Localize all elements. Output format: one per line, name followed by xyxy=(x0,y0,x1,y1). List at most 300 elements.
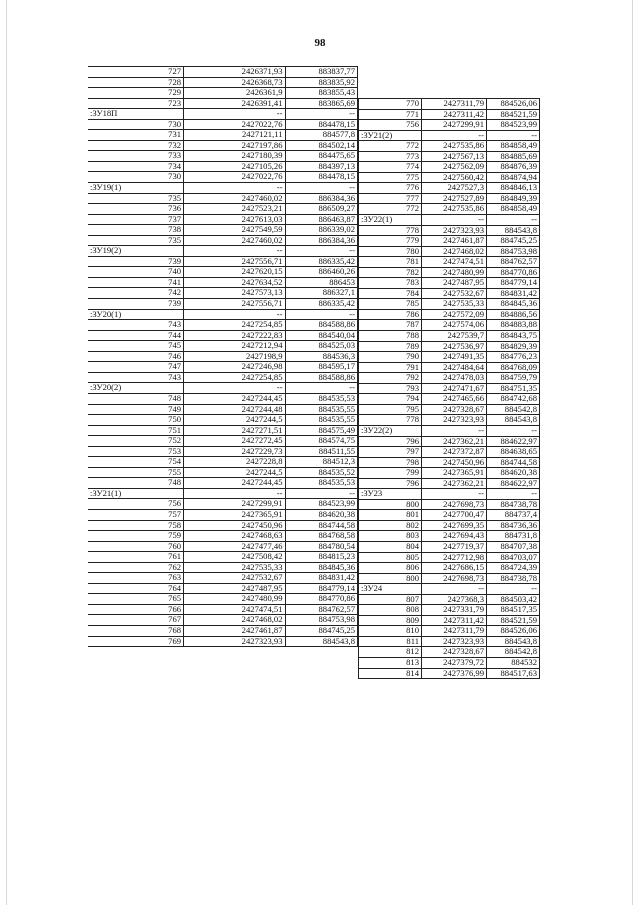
x-coordinate-cell: 2427573,13 xyxy=(184,288,285,299)
y-coordinate-cell: 884542,8 xyxy=(487,404,540,415)
y-coordinate-cell: 884831,42 xyxy=(487,288,540,299)
point-number-cell: 766 xyxy=(88,604,184,615)
table-row xyxy=(88,204,358,215)
point-number-cell: 727 xyxy=(88,67,184,78)
point-number-cell: :ЗУ21(1) xyxy=(88,488,184,499)
x-coordinate-cell: 2427244,45 xyxy=(184,393,285,404)
table-row xyxy=(359,478,540,489)
point-number-cell: :ЗУ22(2) xyxy=(359,425,422,436)
table-row xyxy=(359,636,540,647)
x-coordinate-cell: 2427700,47 xyxy=(422,510,487,521)
point-number-cell: 732 xyxy=(88,140,184,151)
x-coordinate-cell: 2426361,9 xyxy=(184,88,285,99)
x-coordinate-cell: 2427532,67 xyxy=(184,573,285,584)
point-number-cell: 769 xyxy=(88,636,184,647)
coordinates-table-left-body xyxy=(88,67,358,647)
x-coordinate-cell: 2427487,95 xyxy=(422,278,487,289)
point-number-cell: 723 xyxy=(88,98,184,109)
point-number-cell: 736 xyxy=(88,204,184,215)
y-coordinate-cell: 884849,39 xyxy=(487,193,540,204)
y-coordinate-cell: 884622,97 xyxy=(487,478,540,489)
y-coordinate-cell: 884620,38 xyxy=(285,509,358,520)
point-number-cell: 805 xyxy=(359,552,422,563)
x-coordinate-cell: 2427311,79 xyxy=(422,99,487,110)
x-coordinate-cell: 2427323,93 xyxy=(422,415,487,426)
y-coordinate-cell: 884526,06 xyxy=(487,99,540,110)
coordinates-table-right xyxy=(358,98,540,679)
point-number-cell: 764 xyxy=(88,583,184,594)
x-coordinate-cell: 2427022,76 xyxy=(184,119,285,130)
point-number-cell: 763 xyxy=(88,573,184,584)
point-number-cell: :ЗУ23 xyxy=(359,489,422,500)
y-coordinate-cell: 884753,98 xyxy=(487,246,540,257)
coordinates-table-left xyxy=(88,66,358,647)
scan-edge-right xyxy=(632,0,633,905)
point-number-cell: 739 xyxy=(88,256,184,267)
table-row xyxy=(359,352,540,363)
y-coordinate-cell: -- xyxy=(285,246,358,257)
point-number-cell: 783 xyxy=(359,278,422,289)
point-number-cell: 753 xyxy=(88,446,184,457)
x-coordinate-cell: -- xyxy=(422,584,487,595)
point-number-cell: 794 xyxy=(359,394,422,405)
point-number-cell: 754 xyxy=(88,457,184,468)
y-coordinate-cell: 884768,09 xyxy=(487,362,540,373)
y-coordinate-cell: 884478,15 xyxy=(285,172,358,183)
x-coordinate-cell: 2427634,52 xyxy=(184,277,285,288)
table-row xyxy=(359,415,540,426)
y-coordinate-cell: 884535,53 xyxy=(285,478,358,489)
y-coordinate-cell: 884397,13 xyxy=(285,161,358,172)
table-row xyxy=(88,457,358,468)
point-number-cell: 748 xyxy=(88,393,184,404)
x-coordinate-cell: 2427311,42 xyxy=(422,109,487,120)
table-row xyxy=(359,141,540,152)
y-coordinate-cell: 884742,68 xyxy=(487,394,540,405)
x-coordinate-cell: -- xyxy=(184,488,285,499)
x-coordinate-cell: 2427477,46 xyxy=(184,541,285,552)
y-coordinate-cell: 884707,38 xyxy=(487,541,540,552)
y-coordinate-cell: 884759,79 xyxy=(487,373,540,384)
y-coordinate-cell: 884517,35 xyxy=(487,605,540,616)
x-coordinate-cell: 2426368,73 xyxy=(184,77,285,88)
x-coordinate-cell: 2427323,93 xyxy=(422,225,487,236)
point-number-cell: 803 xyxy=(359,531,422,542)
point-number-cell: 750 xyxy=(88,415,184,426)
point-number-cell: 772 xyxy=(359,141,422,152)
y-coordinate-cell: 884503,42 xyxy=(487,594,540,605)
x-coordinate-cell: -- xyxy=(422,130,487,141)
x-coordinate-cell: 2427539,7 xyxy=(422,331,487,342)
y-coordinate-cell: 886463,87 xyxy=(285,214,358,225)
y-coordinate-cell: -- xyxy=(487,489,540,500)
table-row xyxy=(88,615,358,626)
y-coordinate-cell: 884744,58 xyxy=(285,520,358,531)
x-coordinate-cell: 2427468,02 xyxy=(422,246,487,257)
point-number-cell: 775 xyxy=(359,172,422,183)
table-row xyxy=(88,636,358,647)
point-number-cell: 796 xyxy=(359,478,422,489)
table-row xyxy=(359,394,540,405)
y-coordinate-cell: 884874,94 xyxy=(487,172,540,183)
x-coordinate-cell: 2427365,91 xyxy=(184,509,285,520)
table-row xyxy=(88,531,358,542)
point-number-cell: :ЗУ20(2) xyxy=(88,383,184,394)
table-row xyxy=(88,151,358,162)
table-row xyxy=(88,446,358,457)
table-row xyxy=(359,531,540,542)
y-coordinate-cell: -- xyxy=(487,215,540,226)
x-coordinate-cell: 2426371,93 xyxy=(184,67,285,78)
x-coordinate-cell: 2427465,66 xyxy=(422,394,487,405)
table-row xyxy=(359,236,540,247)
table-row xyxy=(359,383,540,394)
point-number-cell: 799 xyxy=(359,468,422,479)
y-coordinate-cell: 886327,1 xyxy=(285,288,358,299)
table-row xyxy=(88,225,358,236)
point-number-cell: 767 xyxy=(88,615,184,626)
table-row xyxy=(359,120,540,131)
x-coordinate-cell: 2427487,95 xyxy=(184,583,285,594)
y-coordinate-cell: 884622,97 xyxy=(487,436,540,447)
x-coordinate-cell: 2427686,15 xyxy=(422,563,487,574)
y-coordinate-cell: 886335,42 xyxy=(285,256,358,267)
y-coordinate-cell: -- xyxy=(285,488,358,499)
y-coordinate-cell: 884542,8 xyxy=(487,647,540,658)
table-row xyxy=(359,584,540,595)
table-row xyxy=(359,499,540,510)
point-number-cell: 778 xyxy=(359,415,422,426)
table-row xyxy=(359,373,540,384)
table-row xyxy=(88,552,358,563)
table-row xyxy=(359,615,540,626)
point-number-cell: 784 xyxy=(359,288,422,299)
table-row xyxy=(88,309,358,320)
table-row xyxy=(88,467,358,478)
y-coordinate-cell: 884731,8 xyxy=(487,531,540,542)
point-number-cell: 756 xyxy=(359,120,422,131)
x-coordinate-cell: 2427480,99 xyxy=(184,594,285,605)
point-number-cell: 731 xyxy=(88,130,184,141)
point-number-cell: 735 xyxy=(88,235,184,246)
y-coordinate-cell: 884588,86 xyxy=(285,372,358,383)
y-coordinate-cell: -- xyxy=(285,109,358,120)
y-coordinate-cell: 883865,69 xyxy=(285,98,358,109)
table-row xyxy=(359,215,540,226)
x-coordinate-cell: 2427508,42 xyxy=(184,552,285,563)
x-coordinate-cell: 2427468,02 xyxy=(184,615,285,626)
x-coordinate-cell: 2427535,33 xyxy=(184,562,285,573)
y-coordinate-cell: -- xyxy=(487,130,540,141)
point-number-cell: 814 xyxy=(359,668,422,679)
point-number-cell: 761 xyxy=(88,552,184,563)
point-number-cell: 747 xyxy=(88,362,184,373)
y-coordinate-cell: 884738,78 xyxy=(487,499,540,510)
x-coordinate-cell: 2427244,5 xyxy=(184,415,285,426)
x-coordinate-cell: 2427556,71 xyxy=(184,256,285,267)
y-coordinate-cell: 884831,42 xyxy=(285,573,358,584)
y-coordinate-cell: 884574,75 xyxy=(285,436,358,447)
coordinates-table-right-body xyxy=(359,99,540,679)
point-number-cell: 744 xyxy=(88,330,184,341)
x-coordinate-cell: 2427461,87 xyxy=(422,236,487,247)
y-coordinate-cell: 884588,86 xyxy=(285,320,358,331)
table-row xyxy=(359,288,540,299)
x-coordinate-cell: 2427567,13 xyxy=(422,151,487,162)
point-number-cell: 778 xyxy=(359,225,422,236)
y-coordinate-cell: 884762,57 xyxy=(487,257,540,268)
table-row xyxy=(88,425,358,436)
y-coordinate-cell: 883855,43 xyxy=(285,88,358,99)
point-number-cell: 745 xyxy=(88,341,184,352)
table-row xyxy=(88,509,358,520)
y-coordinate-cell: 883835,92 xyxy=(285,77,358,88)
y-coordinate-cell: -- xyxy=(285,383,358,394)
point-number-cell: 790 xyxy=(359,352,422,363)
table-row xyxy=(88,541,358,552)
x-coordinate-cell: 2427311,42 xyxy=(422,615,487,626)
y-coordinate-cell: 884543,8 xyxy=(285,636,358,647)
x-coordinate-cell: 2427613,03 xyxy=(184,214,285,225)
x-coordinate-cell: 2427698,73 xyxy=(422,499,487,510)
y-coordinate-cell: 884595,17 xyxy=(285,362,358,373)
point-number-cell: 773 xyxy=(359,151,422,162)
x-coordinate-cell: 2427121,11 xyxy=(184,130,285,141)
x-coordinate-cell: 2427474,51 xyxy=(184,604,285,615)
point-number-cell: 785 xyxy=(359,299,422,310)
point-number-cell: 737 xyxy=(88,214,184,225)
table-row xyxy=(88,299,358,310)
x-coordinate-cell: 2427198,9 xyxy=(184,351,285,362)
point-number-cell: 738 xyxy=(88,225,184,236)
x-coordinate-cell: 2427254,85 xyxy=(184,372,285,383)
y-coordinate-cell: 884876,39 xyxy=(487,162,540,173)
point-number-cell: 748 xyxy=(88,478,184,489)
x-coordinate-cell: 2426391,41 xyxy=(184,98,285,109)
table-row xyxy=(359,309,540,320)
table-row xyxy=(359,278,540,289)
table-row xyxy=(359,510,540,521)
point-number-cell: 771 xyxy=(359,109,422,120)
point-number-cell: 749 xyxy=(88,404,184,415)
point-number-cell: 777 xyxy=(359,193,422,204)
scan-edge-left xyxy=(6,0,7,905)
y-coordinate-cell: 884744,58 xyxy=(487,457,540,468)
x-coordinate-cell: 2427491,35 xyxy=(422,352,487,363)
x-coordinate-cell: -- xyxy=(422,489,487,500)
point-number-cell: 758 xyxy=(88,520,184,531)
table-row xyxy=(359,151,540,162)
x-coordinate-cell: 2427244,48 xyxy=(184,404,285,415)
x-coordinate-cell: 2427474,51 xyxy=(422,257,487,268)
y-coordinate-cell: 884829,39 xyxy=(487,341,540,352)
point-number-cell: 741 xyxy=(88,277,184,288)
table-row xyxy=(88,67,358,78)
y-coordinate-cell: 884779,14 xyxy=(285,583,358,594)
x-coordinate-cell: 2427471,67 xyxy=(422,383,487,394)
table-row xyxy=(88,267,358,278)
x-coordinate-cell: 2427535,86 xyxy=(422,204,487,215)
x-coordinate-cell: 2427480,99 xyxy=(422,267,487,278)
x-coordinate-cell: 2427460,02 xyxy=(184,193,285,204)
table-row xyxy=(359,489,540,500)
x-coordinate-cell: 2427372,87 xyxy=(422,447,487,458)
point-number-cell: 808 xyxy=(359,605,422,616)
x-coordinate-cell: 2427572,09 xyxy=(422,309,487,320)
y-coordinate-cell: 884843,75 xyxy=(487,331,540,342)
point-number-cell: 802 xyxy=(359,520,422,531)
point-number-cell: 801 xyxy=(359,510,422,521)
point-number-cell: 733 xyxy=(88,151,184,162)
point-number-cell: 740 xyxy=(88,267,184,278)
table-row xyxy=(88,372,358,383)
y-coordinate-cell: 884751,35 xyxy=(487,383,540,394)
table-row xyxy=(88,478,358,489)
y-coordinate-cell: 884703,07 xyxy=(487,552,540,563)
table-row xyxy=(359,204,540,215)
table-row xyxy=(88,77,358,88)
x-coordinate-cell: 2427527,89 xyxy=(422,193,487,204)
table-row xyxy=(359,668,540,679)
point-number-cell: 806 xyxy=(359,563,422,574)
x-coordinate-cell: 2427323,93 xyxy=(422,636,487,647)
point-number-cell: 810 xyxy=(359,626,422,637)
x-coordinate-cell: 2427450,96 xyxy=(184,520,285,531)
x-coordinate-cell: 2427311,79 xyxy=(422,626,487,637)
table-row xyxy=(359,341,540,352)
point-number-cell: :ЗУ22(1) xyxy=(359,215,422,226)
point-number-cell: 770 xyxy=(359,99,422,110)
y-coordinate-cell: 886509,27 xyxy=(285,204,358,215)
table-row xyxy=(359,299,540,310)
y-coordinate-cell: 884532 xyxy=(487,657,540,668)
point-number-cell: 787 xyxy=(359,320,422,331)
y-coordinate-cell: 886335,42 xyxy=(285,299,358,310)
point-number-cell: 798 xyxy=(359,457,422,468)
table-row xyxy=(88,488,358,499)
table-row xyxy=(359,99,540,110)
table-row xyxy=(359,404,540,415)
x-coordinate-cell: 2427532,67 xyxy=(422,288,487,299)
table-row xyxy=(359,436,540,447)
x-coordinate-cell: 2427323,93 xyxy=(184,636,285,647)
point-number-cell: 811 xyxy=(359,636,422,647)
y-coordinate-cell: 884475,65 xyxy=(285,151,358,162)
table-row xyxy=(88,393,358,404)
table-row xyxy=(88,362,358,373)
point-number-cell: 782 xyxy=(359,267,422,278)
x-coordinate-cell: -- xyxy=(184,309,285,320)
table-row xyxy=(359,657,540,668)
point-number-cell: 792 xyxy=(359,373,422,384)
x-coordinate-cell: 2427549,59 xyxy=(184,225,285,236)
table-row xyxy=(359,246,540,257)
table-row xyxy=(359,109,540,120)
y-coordinate-cell: 884762,57 xyxy=(285,604,358,615)
point-number-cell: :ЗУ18П xyxy=(88,109,184,120)
y-coordinate-cell: 884780,54 xyxy=(285,541,358,552)
table-row xyxy=(88,183,358,194)
point-number-cell: 793 xyxy=(359,383,422,394)
x-coordinate-cell: 2427362,21 xyxy=(422,436,487,447)
y-coordinate-cell: 884776,23 xyxy=(487,352,540,363)
point-number-cell: 796 xyxy=(359,436,422,447)
y-coordinate-cell: 884745,25 xyxy=(487,236,540,247)
table-row xyxy=(359,162,540,173)
point-number-cell: :ЗУ19(2) xyxy=(88,246,184,257)
x-coordinate-cell: 2427694,43 xyxy=(422,531,487,542)
x-coordinate-cell: 2427328,67 xyxy=(422,647,487,658)
point-number-cell: 729 xyxy=(88,88,184,99)
x-coordinate-cell: 2427719,37 xyxy=(422,541,487,552)
y-coordinate-cell: -- xyxy=(487,425,540,436)
point-number-cell: 812 xyxy=(359,647,422,658)
table-row xyxy=(88,119,358,130)
table-row xyxy=(88,330,358,341)
point-number-cell: 795 xyxy=(359,404,422,415)
y-coordinate-cell: 884638,65 xyxy=(487,447,540,458)
y-coordinate-cell: 884535,52 xyxy=(285,467,358,478)
y-coordinate-cell: 884535,55 xyxy=(285,404,358,415)
table-row xyxy=(359,267,540,278)
y-coordinate-cell: 884737,4 xyxy=(487,510,540,521)
x-coordinate-cell: 2427523,21 xyxy=(184,204,285,215)
y-coordinate-cell: 886384,36 xyxy=(285,235,358,246)
point-number-cell: 804 xyxy=(359,541,422,552)
table-row xyxy=(88,415,358,426)
table-row xyxy=(88,341,358,352)
point-number-cell: 755 xyxy=(88,467,184,478)
point-number-cell: 797 xyxy=(359,447,422,458)
y-coordinate-cell: 884858,49 xyxy=(487,204,540,215)
table-row xyxy=(88,140,358,151)
table-row xyxy=(88,404,358,415)
table-row xyxy=(359,563,540,574)
y-coordinate-cell: 884536,3 xyxy=(285,351,358,362)
point-number-cell: 800 xyxy=(359,573,422,584)
x-coordinate-cell: -- xyxy=(184,183,285,194)
x-coordinate-cell: 2427527,3 xyxy=(422,183,487,194)
x-coordinate-cell: 2427299,91 xyxy=(422,120,487,131)
x-coordinate-cell: 2427272,45 xyxy=(184,436,285,447)
x-coordinate-cell: -- xyxy=(184,246,285,257)
y-coordinate-cell: 884577,8 xyxy=(285,130,358,141)
point-number-cell: 791 xyxy=(359,362,422,373)
x-coordinate-cell: -- xyxy=(184,109,285,120)
page-number: 98 xyxy=(314,37,326,49)
x-coordinate-cell: 2427365,91 xyxy=(422,468,487,479)
table-row xyxy=(359,626,540,637)
y-coordinate-cell: 884736,36 xyxy=(487,520,540,531)
y-coordinate-cell: 884543,8 xyxy=(487,415,540,426)
y-coordinate-cell: 884738,78 xyxy=(487,573,540,584)
table-row xyxy=(88,604,358,615)
table-row xyxy=(359,193,540,204)
x-coordinate-cell: 2427556,71 xyxy=(184,299,285,310)
x-coordinate-cell: -- xyxy=(422,425,487,436)
y-coordinate-cell: -- xyxy=(285,309,358,320)
point-number-cell: 813 xyxy=(359,657,422,668)
y-coordinate-cell: 884502,14 xyxy=(285,140,358,151)
x-coordinate-cell: 2427461,87 xyxy=(184,625,285,636)
table-row xyxy=(88,172,358,183)
point-number-cell: 772 xyxy=(359,204,422,215)
x-coordinate-cell: 2427562,09 xyxy=(422,162,487,173)
table-row xyxy=(88,277,358,288)
y-coordinate-cell: 884815,23 xyxy=(285,552,358,563)
table-row xyxy=(88,594,358,605)
y-coordinate-cell: 884575,49 xyxy=(285,425,358,436)
